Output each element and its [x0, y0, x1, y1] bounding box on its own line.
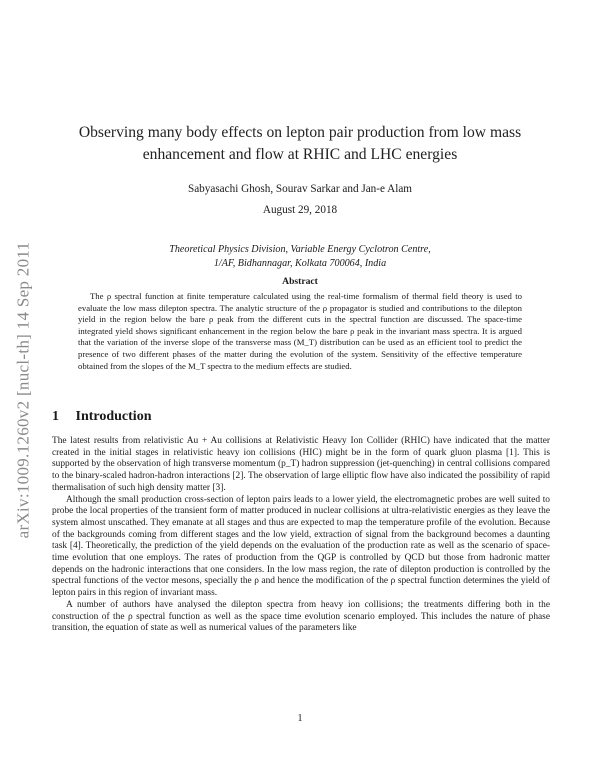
title-line-2: enhancement and flow at RHIC and LHC energies: [142, 146, 458, 163]
section-number: 1: [52, 409, 59, 424]
section-title: Introduction: [75, 409, 152, 424]
arxiv-identifier-stamp: [8, 210, 38, 570]
affiliation-line-1: Theoretical Physics Division, Variable Energy Cyclotron Centre,: [169, 244, 431, 255]
introduction-body: [52, 436, 550, 635]
page-number: 1: [297, 713, 303, 724]
abstract-text: The ρ spectral function at finite temperature calculated using the real-time formalism of thermal field theory is used to evaluate the low mass dilepton spectra. The analytic structure of the ρ propagator is studied and contributions to the dilepton yield in the region below the bare ρ peak from the different cuts in the spectral function are discussed. The space-time integrated yield shows significant enhancement in the region below the bare ρ peak in the invariant mass spectra. It is argued that the variation of the inverse slope of the transverse mass (M_T) distribution can be used as an efficient tool to predict the presence of two different phases of the matter during the evolution of the system. Sensitivity of the effective temperature obtained from the slopes of the M_T spectra to the medium effects are studied.: [78, 291, 522, 371]
affiliation-line-2: 1/AF, Bidhannagar, Kolkata 700064, India: [213, 258, 387, 269]
paragraph: Although the small production cross-section of lepton pairs leads to a lower yield, the electromagnetic probes are well suited to probe the local properties of the transient form of matter produced in nuclear collisions at ultra-relativistic energies as they leave the system almost unscathed. They emanate at all stages and thus are expected to map the temperature profile of the evolution. Because of the backgrounds coming from different stages and the low yield, extraction of signal from the background becomes a daunting task [4]. Theoretically, the prediction of the yield depends on the evaluation of the production rate as well as the scenario of space-time evolution that one employs. The rates of production from the QGP is controlled by QCD but those from hadronic matter depends on the hadronic interactions that one considers. In the low mass region, the rate of dilepton production is controlled by the spectral functions of the vector mesons, specially the ρ and hence the modification of the ρ spectral function determines the yield of lepton pairs in this region of invariant mass.: [52, 494, 550, 599]
abstract-heading: Abstract: [282, 276, 318, 287]
paragraph: A number of authors have analysed the dilepton spectra from heavy ion collisions; the treatments differing both in the construction of the ρ spectral function as well as the space time evolution scenario employed. This includes the nature of phase transition, the equation of state as well as numerical values of the parameters like: [52, 599, 550, 634]
author-list: Sabyasachi Ghosh, Sourav Sarkar and Jan-e Alam: [187, 183, 412, 195]
paper-title: [48, 122, 552, 166]
title-line-1: Observing many body effects on lepton pair production from low mass: [78, 124, 522, 141]
paragraph: The latest results from relativistic Au + Au collisions at Relativistic Heavy Ion Collider (RHIC) have indicated that the matter created in the initial stages in relativistic heavy ion collisions (HIC) might be in the form of quark gluon plasma [1]. This is supported by the observation of high transverse momentum (p_T) hadron suppression (jet-quenching) in central collisions compared to the binary-scaled hadron-hadron interactions [2]. The observation of large elliptic flow have also indicated the possibility of rapid thermalisation of such high density matter [3].: [52, 436, 550, 493]
publication-date: August 29, 2018: [262, 204, 338, 216]
section-heading-introduction: [52, 409, 151, 425]
affiliation: [48, 243, 552, 271]
arxiv-identifier-text: arXiv:1009.1260v2 [nucl-th] 14 Sep 2011: [13, 241, 33, 539]
